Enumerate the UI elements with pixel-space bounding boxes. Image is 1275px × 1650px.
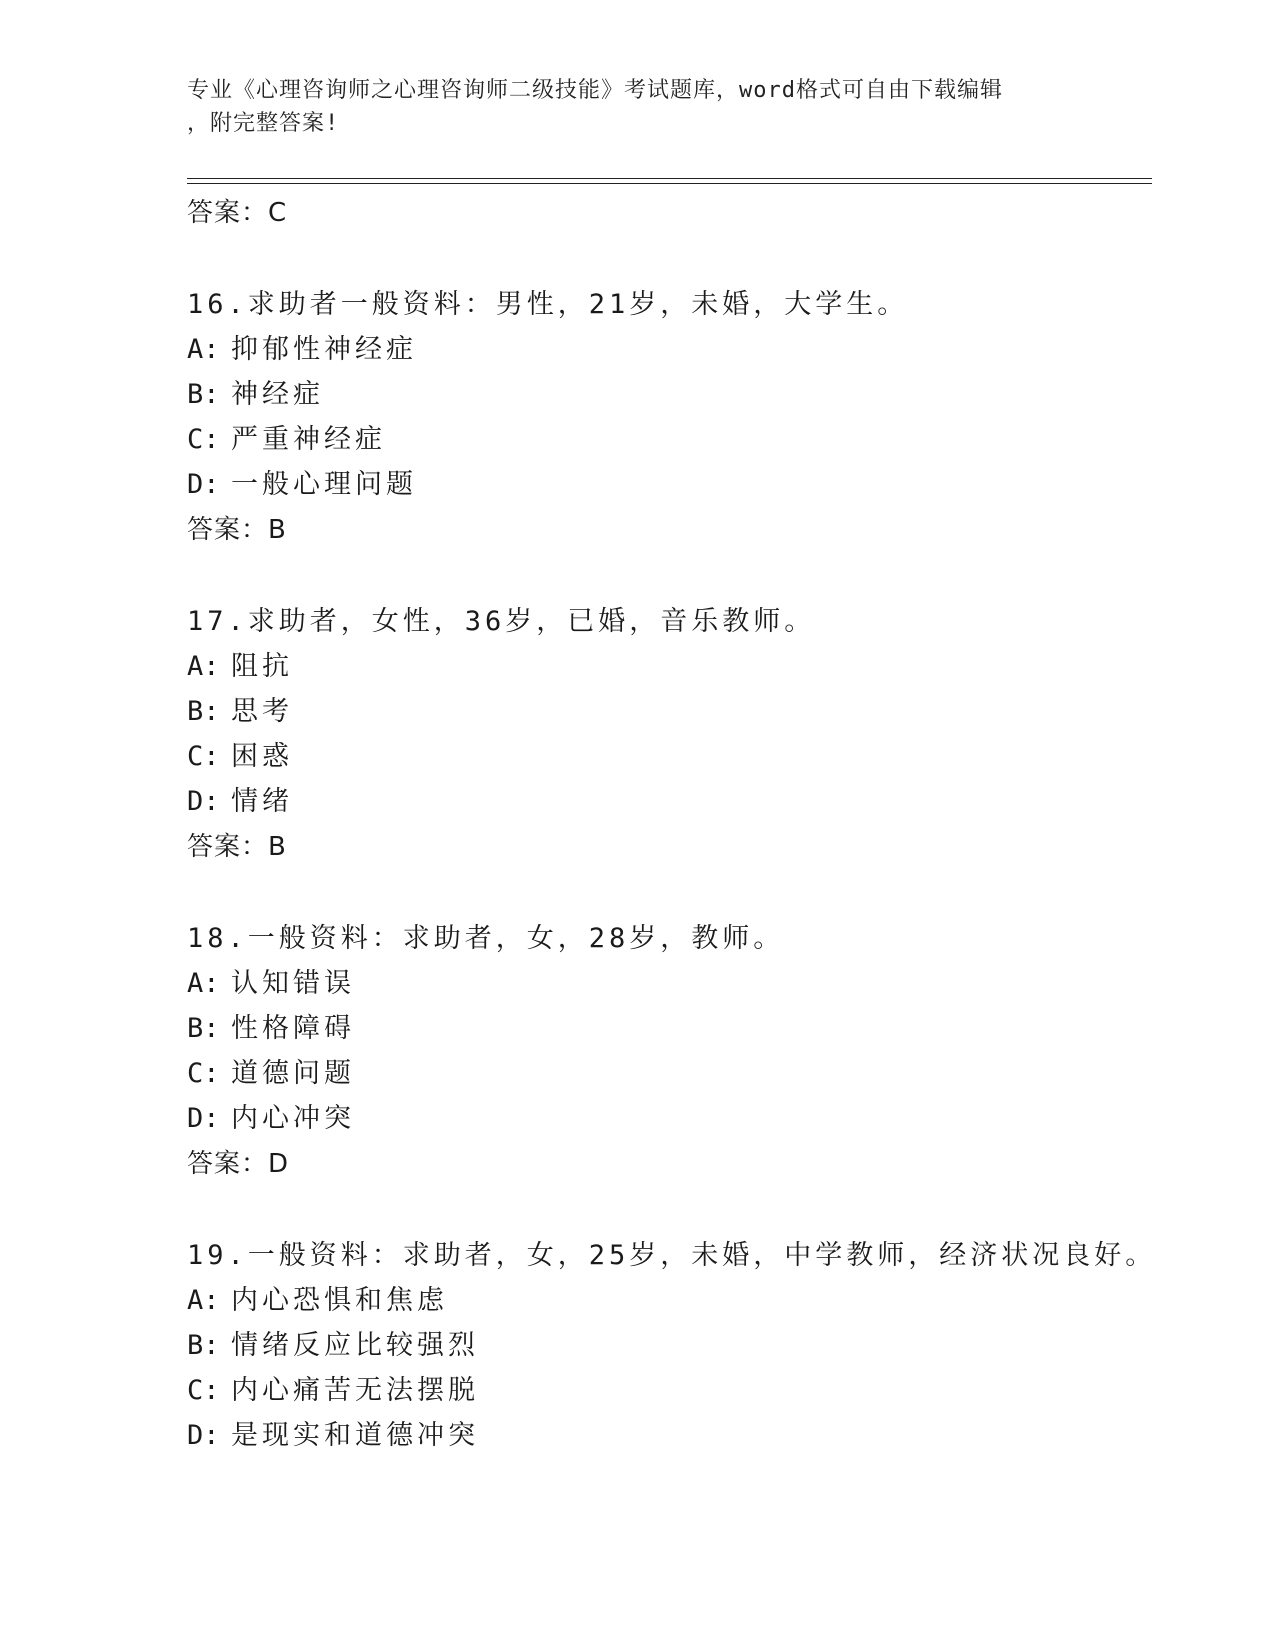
option-text: 情绪 (231, 786, 293, 817)
option-c (187, 417, 1152, 462)
option-text: 困惑 (231, 741, 293, 772)
option-text: 认知错误 (231, 968, 355, 999)
option-key: C: (187, 741, 220, 772)
option-a (187, 1278, 1152, 1323)
option-a (187, 644, 1152, 689)
option-d (187, 462, 1152, 507)
option-c (187, 1368, 1152, 1413)
header-divider-bottom (187, 183, 1152, 184)
question-18 (187, 916, 1152, 1187)
answer-line: 答案：D (187, 1149, 290, 1179)
option-text: 严重神经症 (231, 424, 386, 455)
option-b (187, 689, 1152, 734)
option-text: 神经症 (231, 379, 324, 410)
option-key: C: (187, 424, 220, 455)
option-key: B: (187, 696, 220, 727)
option-text: 道德问题 (231, 1058, 355, 1089)
option-text: 思考 (231, 696, 293, 727)
answer-line: 答案：B (187, 832, 287, 862)
option-text: 内心痛苦无法摆脱 (231, 1375, 479, 1406)
answer-line: 答案：B (187, 515, 287, 545)
option-key: B: (187, 379, 220, 410)
question-stem: 18.一般资料：求助者，女，28岁，教师。 (187, 923, 785, 954)
option-a (187, 327, 1152, 372)
option-key: D: (187, 1420, 220, 1451)
option-key: A: (187, 334, 220, 365)
option-key: D: (187, 786, 220, 817)
option-text: 内心恐惧和焦虑 (231, 1285, 448, 1316)
option-text: 情绪反应比较强烈 (231, 1330, 479, 1361)
question-stem: 19.一般资料：求助者，女，25岁，未婚，中学教师，经济状况良好。 (187, 1240, 1157, 1271)
option-text: 是现实和道德冲突 (231, 1420, 479, 1451)
option-text: 性格障碍 (231, 1013, 355, 1044)
option-b (187, 372, 1152, 417)
question-list (187, 190, 1157, 1458)
header-line-1: 专业《心理咨询师之心理咨询师二级技能》考试题库，word格式可自由下载编辑 (187, 78, 1003, 103)
option-d (187, 779, 1152, 824)
question-stem: 17.求助者，女性，36岁，已婚，音乐教师。 (187, 606, 816, 637)
option-text: 内心冲突 (231, 1103, 355, 1134)
option-key: B: (187, 1330, 220, 1361)
option-b (187, 1323, 1152, 1368)
question-16 (187, 282, 1152, 553)
option-key: A: (187, 968, 220, 999)
header-divider-top (187, 178, 1152, 179)
option-key: C: (187, 1375, 220, 1406)
option-text: 抑郁性神经症 (231, 334, 417, 365)
document-header (187, 74, 1087, 140)
option-c (187, 1051, 1152, 1096)
answer-line: 答案：C (187, 198, 288, 228)
question-19 (187, 1233, 1157, 1458)
option-key: D: (187, 1103, 220, 1134)
question-stem: 16.求助者一般资料：男性，21岁，未婚，大学生。 (187, 289, 909, 320)
option-key: D: (187, 469, 220, 500)
option-b (187, 1006, 1152, 1051)
option-key: A: (187, 1285, 220, 1316)
option-key: C: (187, 1058, 220, 1089)
option-key: A: (187, 651, 220, 682)
option-d (187, 1096, 1152, 1141)
option-c (187, 734, 1152, 779)
option-text: 一般心理问题 (231, 469, 417, 500)
question-17 (187, 599, 1152, 870)
option-key: B: (187, 1013, 220, 1044)
header-line-2: ，附完整答案! (187, 111, 340, 136)
option-d (187, 1413, 1152, 1458)
option-a (187, 961, 1152, 1006)
option-text: 阻抗 (231, 651, 293, 682)
